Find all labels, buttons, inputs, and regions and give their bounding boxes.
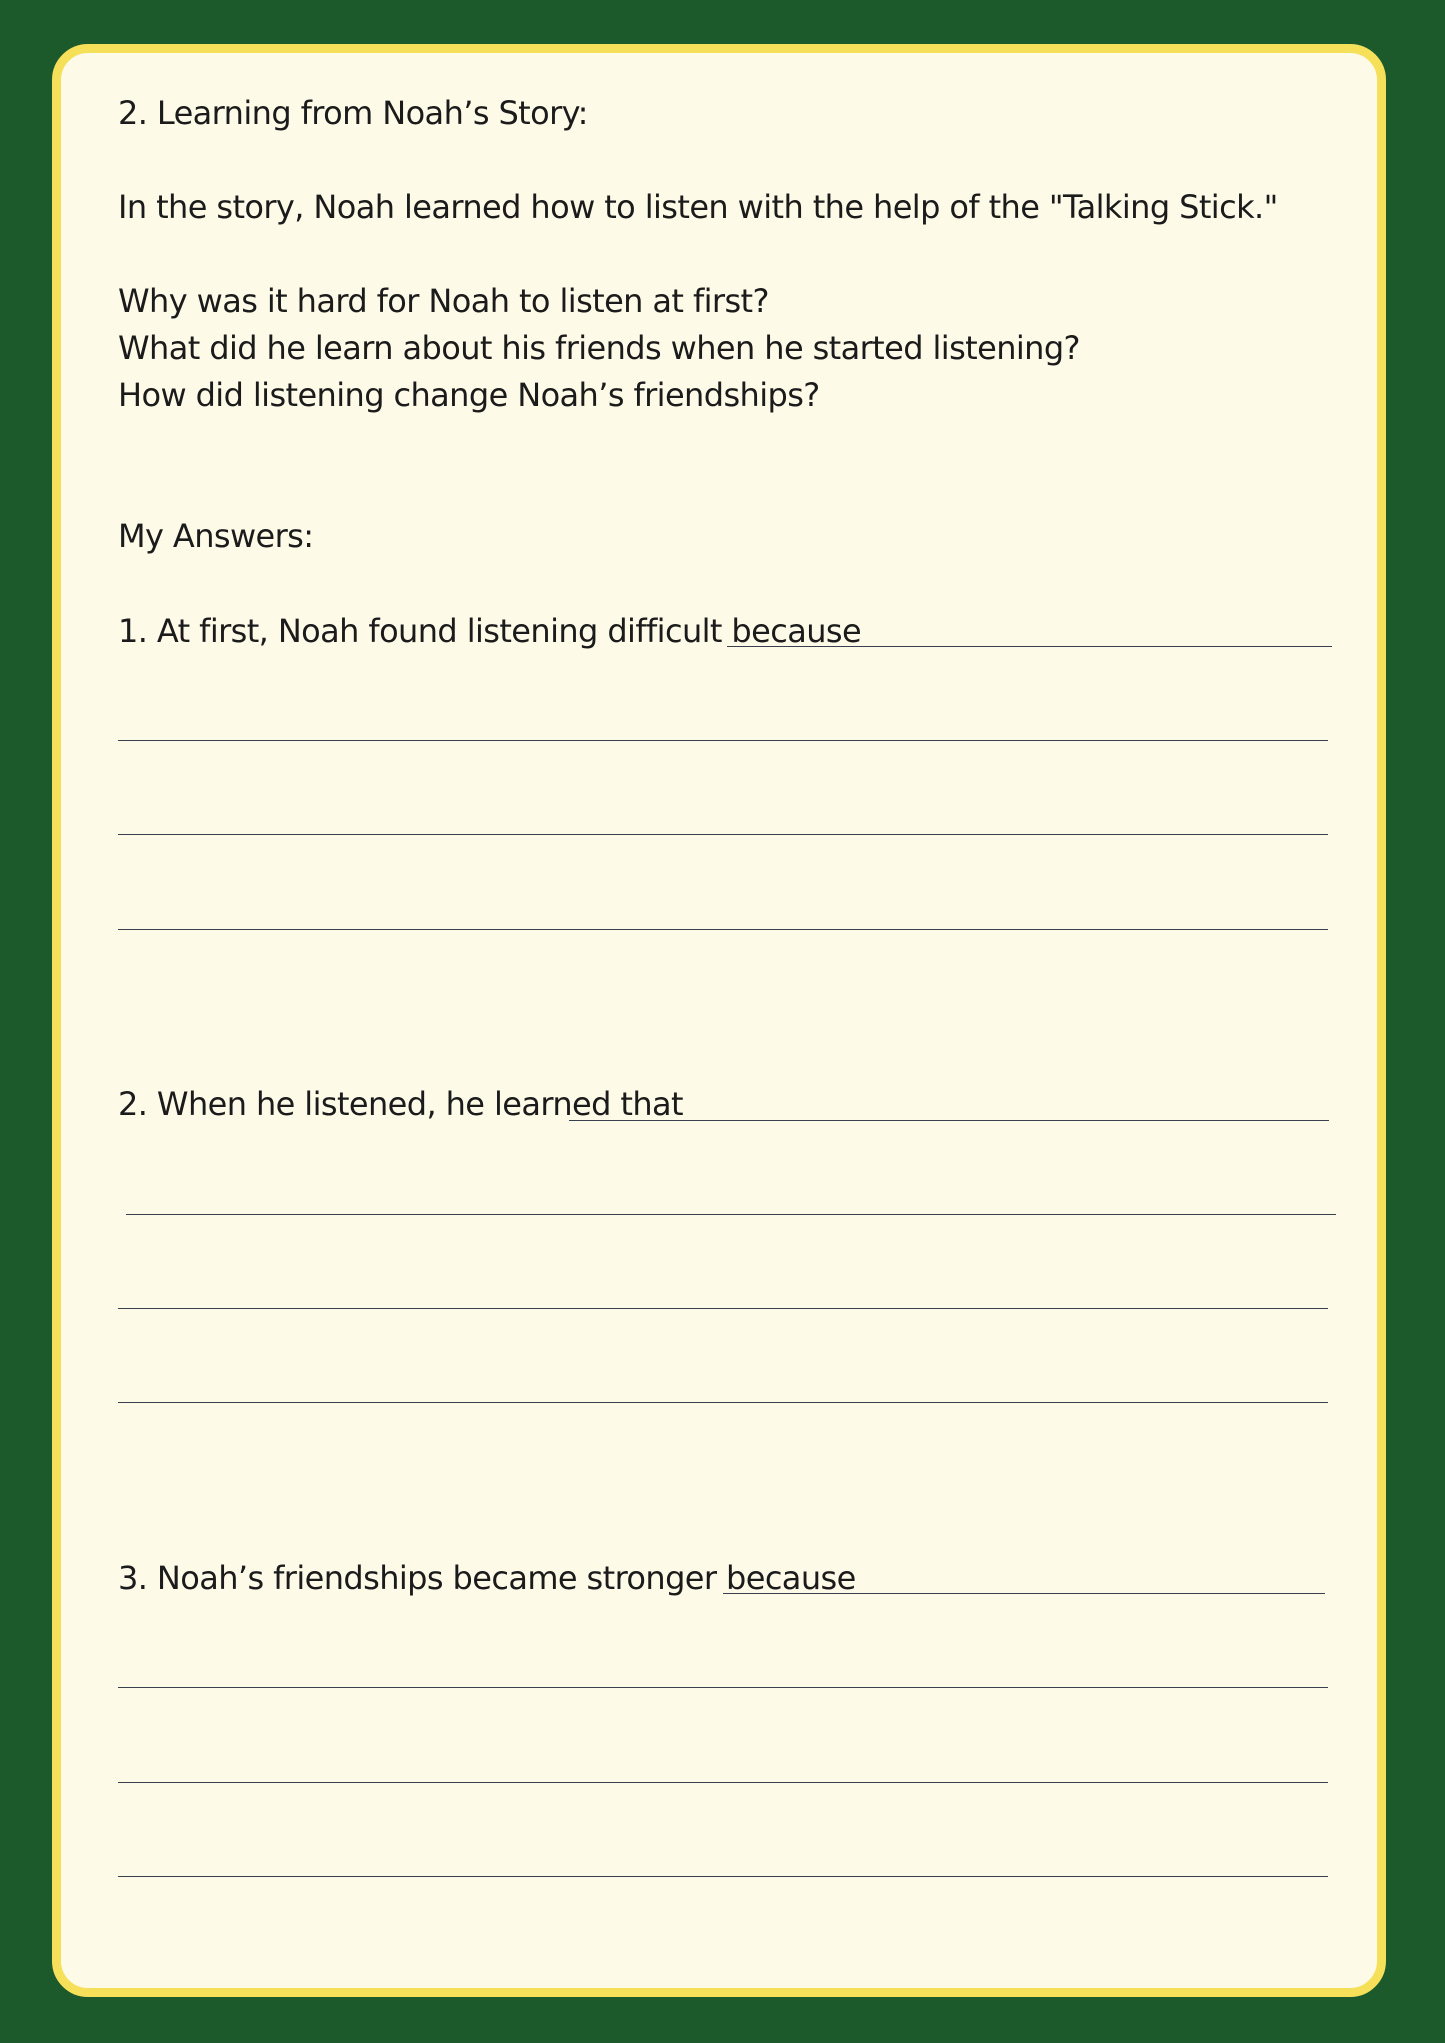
prompt-1: 1. At first, Noah found listening difficult because (118, 612, 862, 650)
answer-2-line-2[interactable] (126, 1214, 1336, 1215)
answer-3-line-3[interactable] (118, 1782, 1328, 1783)
answers-heading: My Answers: (118, 517, 314, 555)
answer-1-line-3[interactable] (118, 834, 1328, 835)
answer-1-line-4[interactable] (118, 929, 1328, 930)
question-1: Why was it hard for Noah to listen at first? (118, 282, 769, 320)
intro-text: In the story, Noah learned how to listen with the help of the "Talking Stick." (118, 188, 1278, 226)
answer-3-line-2[interactable] (118, 1687, 1328, 1688)
section-title: 2. Learning from Noah’s Story: (118, 94, 588, 132)
answer-2-line-3[interactable] (118, 1308, 1328, 1309)
prompt-2: 2. When he listened, he learned that (118, 1085, 683, 1123)
answer-3-line-4[interactable] (118, 1876, 1328, 1877)
prompt-3: 3. Noah’s friendships became stronger because (118, 1559, 856, 1597)
answer-2-inline-line[interactable] (569, 1120, 1329, 1121)
worksheet-card (52, 44, 1386, 1997)
question-2: What did he learn about his friends when he started listening? (118, 329, 1080, 367)
answer-3-inline-line[interactable] (723, 1593, 1325, 1594)
answer-2-line-4[interactable] (118, 1402, 1328, 1403)
question-3: How did listening change Noah’s friendships? (118, 376, 820, 414)
answer-1-line-2[interactable] (118, 740, 1328, 741)
answer-1-inline-line[interactable] (727, 646, 1332, 647)
